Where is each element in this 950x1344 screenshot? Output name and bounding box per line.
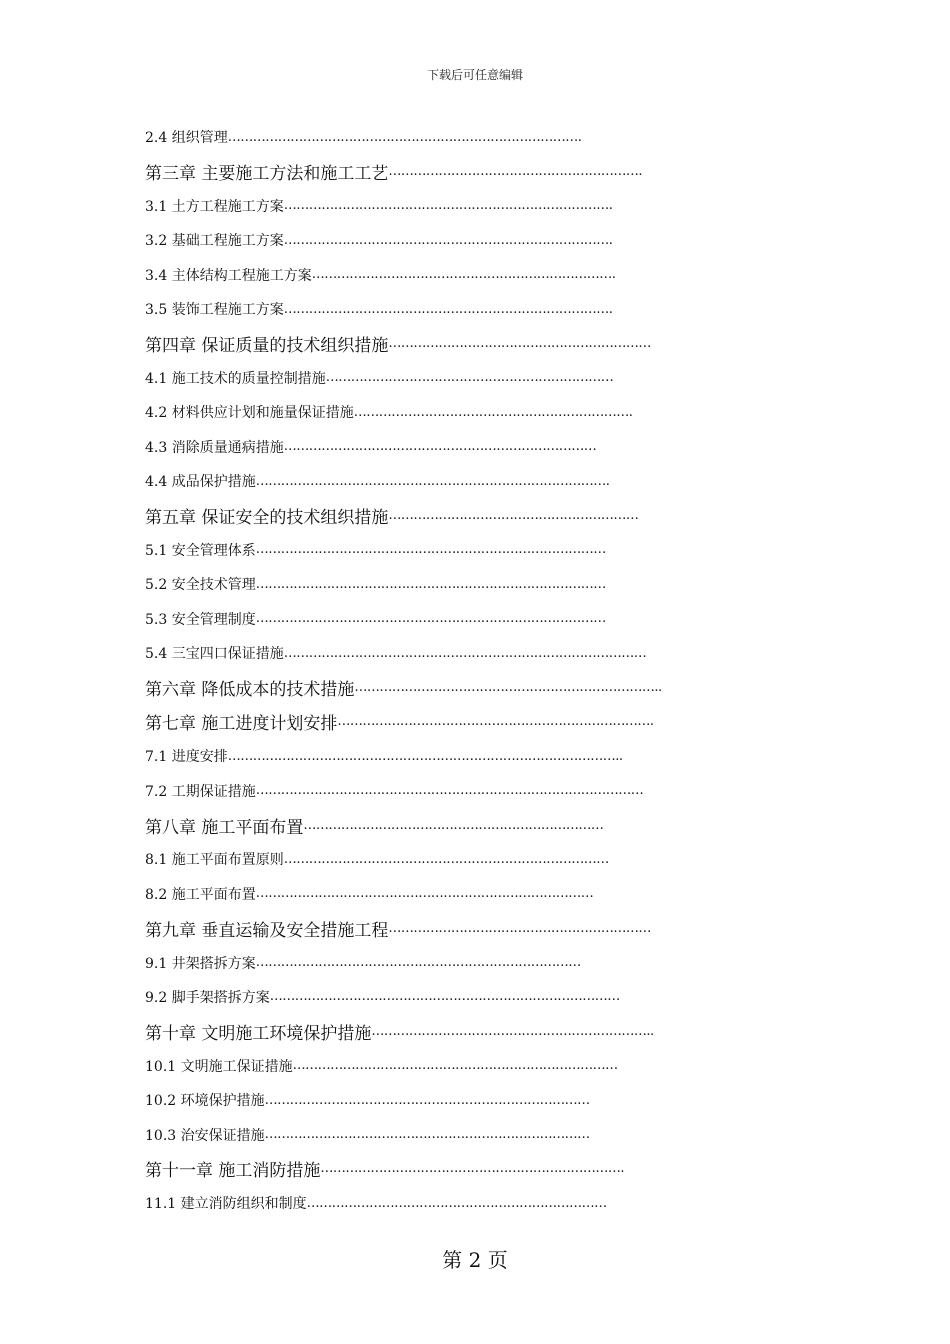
- toc-section-entry[interactable]: [145, 292, 805, 326]
- toc-chapter-entry[interactable]: [145, 1152, 805, 1186]
- toc-entry-label: 第四章 保证质量的技术组织措施: [145, 336, 389, 357]
- toc-entry-label: 2.4 组织管理: [145, 130, 228, 147]
- toc-dot-leader: …………………………………………………………………………………..: [227, 748, 623, 764]
- toc-section-entry[interactable]: [145, 1117, 805, 1151]
- toc-section-entry[interactable]: [145, 842, 805, 876]
- toc-dot-leader: ……………………………………………………………….: [320, 1161, 625, 1177]
- toc-dot-leader: …………………………………………………………………: [283, 439, 597, 455]
- toc-dot-leader: …………………………………………………….: [388, 164, 643, 180]
- toc-dot-leader: ………………………………………………………………….: [337, 714, 654, 730]
- toc-entry-label: 3.1 土方工程施工方案: [145, 198, 284, 215]
- toc-section-entry[interactable]: [145, 189, 805, 223]
- toc-dot-leader: ………………………………………………………………: [306, 1195, 607, 1211]
- toc-entry-label: 5.4 三宝四口保证措施: [145, 646, 284, 663]
- toc-dot-leader: …………………………………………………………………….: [283, 232, 613, 248]
- toc-dot-leader: ………………………………………………………………..: [354, 679, 662, 695]
- toc-entry-label: 3.5 装饰工程施工方案: [145, 302, 284, 319]
- toc-entry-label: 5.3 安全管理制度: [145, 611, 256, 628]
- toc-dot-leader: ……………………………………………………………………: [255, 955, 581, 971]
- toc-entry-label: 10.1 文明施工保证措施: [145, 1058, 293, 1075]
- toc-dot-leader: ……………………………………………………………….: [311, 267, 616, 283]
- toc-section-entry[interactable]: [145, 877, 805, 911]
- toc-section-entry[interactable]: [145, 773, 805, 807]
- toc-entry-label: 第七章 施工进度计划安排: [145, 714, 338, 735]
- toc-entry-label: 第九章 垂直运输及安全措施工程: [145, 920, 389, 941]
- toc-entry-label: 第十一章 施工消防措施: [145, 1161, 321, 1182]
- toc-entry-label: 7.1 进度安排: [145, 749, 228, 766]
- toc-dot-leader: ………………………………………………………: [388, 920, 651, 936]
- toc-entry-label: 3.2 基础工程施工方案: [145, 233, 284, 250]
- toc-entry-label: 5.2 安全技术管理: [145, 577, 256, 594]
- toc-section-entry[interactable]: [145, 464, 805, 498]
- toc-entry-label: 第五章 保证安全的技术组织措施: [145, 507, 389, 528]
- toc-entry-label: 11.1 建立消防组织和制度: [145, 1196, 307, 1213]
- toc-dot-leader: …………………………………………………………………….: [283, 198, 613, 214]
- toc-chapter-entry[interactable]: [145, 1014, 805, 1048]
- toc-dot-leader: ………………………………………………………: [388, 336, 651, 352]
- toc-section-entry[interactable]: [145, 945, 805, 979]
- page-header: 下载后可任意编辑: [426, 68, 523, 82]
- toc-chapter-entry[interactable]: [145, 705, 805, 739]
- toc-dot-leader: ………………………………………………………….: [353, 404, 633, 420]
- toc-section-entry[interactable]: [145, 120, 805, 154]
- toc-entry-label: 第十章 文明施工环境保护措施: [145, 1023, 372, 1044]
- toc-entry-label: 9.2 脚手架搭拆方案: [145, 989, 270, 1006]
- toc-section-entry[interactable]: [145, 636, 805, 670]
- toc-chapter-entry[interactable]: [145, 808, 805, 842]
- toc-entry-label: 4.2 材料供应计划和施量保证措施: [145, 405, 354, 422]
- toc-chapter-entry[interactable]: [145, 498, 805, 532]
- toc-dot-leader: ……………………………………………………………………: [283, 851, 609, 867]
- toc-dot-leader: ……………………………………………………………………: [292, 1058, 618, 1074]
- toc-entry-label: 第三章 主要施工方法和施工工艺: [145, 164, 389, 185]
- toc-dot-leader: …………………………………………………………………………: [269, 989, 620, 1005]
- toc-section-entry[interactable]: [145, 567, 805, 601]
- toc-dot-leader: ………………………………………………………………………….: [227, 129, 582, 145]
- toc-dot-leader: …………………………………………………………………………: [255, 611, 606, 627]
- toc-section-entry[interactable]: [145, 430, 805, 464]
- toc-entry-label: 8.1 施工平面布置原则: [145, 852, 284, 869]
- toc-section-entry[interactable]: [145, 601, 805, 635]
- toc-entry-label: 10.2 环境保护措施: [145, 1093, 265, 1110]
- toc-entry-label: 9.1 井架搭拆方案: [145, 955, 256, 972]
- toc-section-entry[interactable]: [145, 258, 805, 292]
- toc-chapter-entry[interactable]: [145, 154, 805, 188]
- toc-section-entry[interactable]: [145, 395, 805, 429]
- toc-entry-label: 5.1 安全管理体系: [145, 542, 256, 559]
- toc-dot-leader: ………………………………………………………………: [303, 817, 604, 833]
- toc-entry-label: 4.4 成品保护措施: [145, 474, 256, 491]
- toc-section-entry[interactable]: [145, 1083, 805, 1117]
- table-of-contents: [145, 120, 805, 1221]
- toc-section-entry[interactable]: [145, 980, 805, 1014]
- toc-section-entry[interactable]: [145, 1049, 805, 1083]
- toc-section-entry[interactable]: [145, 223, 805, 257]
- toc-entry-label: 10.3 治安保证措施: [145, 1127, 265, 1144]
- toc-entry-label: 8.2 施工平面布置: [145, 886, 256, 903]
- toc-section-entry[interactable]: [145, 361, 805, 395]
- toc-chapter-entry[interactable]: [145, 670, 805, 704]
- toc-section-entry[interactable]: [145, 739, 805, 773]
- toc-entry-label: 4.3 消除质量通病措施: [145, 439, 284, 456]
- toc-dot-leader: ……………………………………………………………………: [264, 1092, 590, 1108]
- toc-dot-leader: ……………………………………………………………………………: [283, 645, 647, 661]
- toc-dot-leader: ……………………………………………………: [388, 507, 639, 523]
- toc-dot-leader: …………………………………………………………………………………: [255, 783, 644, 799]
- toc-entry-label: 第六章 降低成本的技术措施: [145, 679, 355, 700]
- toc-dot-leader: …………………………………………………………………………: [255, 542, 606, 558]
- toc-section-entry[interactable]: [145, 533, 805, 567]
- page-number: 第 2 页: [442, 1248, 508, 1272]
- toc-entry-label: 3.4 主体结构工程施工方案: [145, 267, 312, 284]
- toc-dot-leader: …………………………………………………………………….: [283, 301, 613, 317]
- toc-dot-leader: …………………………………………………………………………: [255, 576, 606, 592]
- toc-dot-leader: ………………………………………………………………………: [255, 886, 594, 902]
- toc-section-entry[interactable]: [145, 1186, 805, 1220]
- toc-chapter-entry[interactable]: [145, 911, 805, 945]
- toc-entry-label: 4.1 施工技术的质量控制措施: [145, 370, 326, 387]
- toc-dot-leader: …………………………………………………………..: [371, 1023, 654, 1039]
- toc-entry-label: 第八章 施工平面布置: [145, 817, 304, 838]
- toc-dot-leader: ………………………………………………………………………….: [255, 473, 610, 489]
- toc-dot-leader: ……………………………………………………………: [325, 370, 614, 386]
- toc-dot-leader: ……………………………………………………………………: [264, 1127, 590, 1143]
- toc-chapter-entry[interactable]: [145, 326, 805, 360]
- toc-entry-label: 7.2 工期保证措施: [145, 783, 256, 800]
